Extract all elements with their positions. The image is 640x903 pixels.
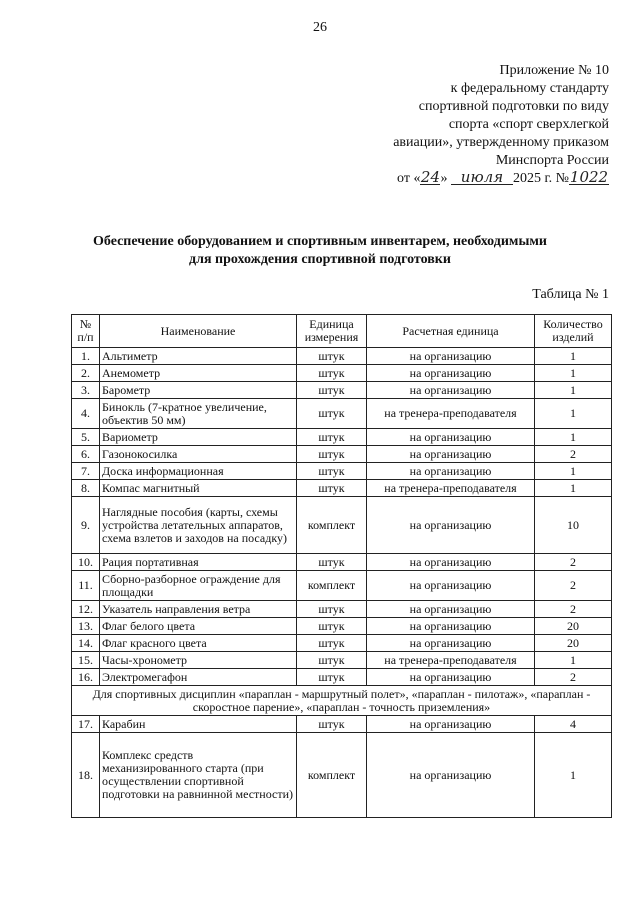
row-unit: комплект	[297, 497, 367, 554]
appendix-header	[309, 62, 609, 188]
row-calc: на организацию	[367, 463, 535, 480]
date-year: 2025 г. №	[512, 171, 569, 186]
table-row	[72, 446, 612, 463]
row-unit: штук	[297, 365, 367, 382]
table-row	[72, 618, 612, 635]
table-row	[72, 399, 612, 429]
row-num: 6.	[72, 446, 100, 463]
row-name: Карабин	[100, 716, 297, 733]
row-name: Флаг красного цвета	[100, 635, 297, 652]
title-line-2: для прохождения спортивной подготовки	[189, 252, 451, 267]
header-name: Наименование	[100, 315, 297, 348]
table-row	[72, 463, 612, 480]
row-num: 13.	[72, 618, 100, 635]
row-name: Вариометр	[100, 429, 297, 446]
table-row	[72, 348, 612, 365]
row-calc: на организацию	[367, 669, 535, 686]
row-num: 7.	[72, 463, 100, 480]
table-row	[72, 733, 612, 818]
row-qty: 1	[535, 399, 612, 429]
row-num: 5.	[72, 429, 100, 446]
table-row	[72, 601, 612, 618]
row-num: 9.	[72, 497, 100, 554]
row-num: 12.	[72, 601, 100, 618]
table-row	[72, 669, 612, 686]
appendix-line: спорта «спорт сверхлегкой	[448, 117, 609, 132]
row-qty: 20	[535, 618, 612, 635]
table-row	[72, 554, 612, 571]
row-qty: 1	[535, 382, 612, 399]
handwritten-order-number: 1022	[569, 168, 609, 186]
row-name: Барометр	[100, 382, 297, 399]
row-calc: на организацию	[367, 446, 535, 463]
row-qty: 1	[535, 348, 612, 365]
table-row	[72, 635, 612, 652]
row-unit: штук	[297, 652, 367, 669]
row-unit: штук	[297, 382, 367, 399]
row-qty: 20	[535, 635, 612, 652]
row-name: Сборно-разборное ограждение для площадки	[100, 571, 297, 601]
row-name: Наглядные пособия (карты, схемы устройства летательных аппаратов, схема взлетов и заходов на посадку)	[100, 497, 297, 554]
row-name: Газонокосилка	[100, 446, 297, 463]
row-calc: на тренера-преподавателя	[367, 652, 535, 669]
document-title	[40, 233, 600, 269]
header-calc: Расчетная единица	[367, 315, 535, 348]
table-row	[72, 497, 612, 554]
row-qty: 1	[535, 365, 612, 382]
row-name: Анемометр	[100, 365, 297, 382]
header-num: № п/п	[72, 315, 100, 348]
table-row	[72, 571, 612, 601]
table-header-row	[72, 315, 612, 348]
header-qty: Количество изделий	[535, 315, 612, 348]
row-name: Доска информационная	[100, 463, 297, 480]
row-calc: на организацию	[367, 618, 535, 635]
table-row	[72, 382, 612, 399]
row-unit: комплект	[297, 733, 367, 818]
row-num: 18.	[72, 733, 100, 818]
row-calc: на организацию	[367, 365, 535, 382]
appendix-line: Минспорта России	[495, 153, 609, 168]
row-num: 11.	[72, 571, 100, 601]
row-calc: на организацию	[367, 635, 535, 652]
row-unit: штук	[297, 669, 367, 686]
row-calc: на организацию	[367, 348, 535, 365]
row-calc: на организацию	[367, 429, 535, 446]
appendix-line: авиации», утвержденному приказом	[393, 135, 609, 150]
row-qty: 1	[535, 429, 612, 446]
row-unit: штук	[297, 618, 367, 635]
row-calc: на организацию	[367, 571, 535, 601]
equipment-table	[71, 314, 612, 818]
row-calc: на организацию	[367, 716, 535, 733]
row-qty: 1	[535, 733, 612, 818]
table-row	[72, 480, 612, 497]
row-name: Рация портативная	[100, 554, 297, 571]
row-name: Альтиметр	[100, 348, 297, 365]
row-name: Комплекс средств механизированного старта (при осуществлении спортивной подготовки на равнинной местности)	[100, 733, 297, 818]
row-qty: 1	[535, 652, 612, 669]
row-num: 10.	[72, 554, 100, 571]
row-qty: 2	[535, 571, 612, 601]
date-mid: »	[440, 171, 448, 186]
handwritten-day: 24	[420, 168, 441, 186]
row-calc: на тренера-преподавателя	[367, 399, 535, 429]
row-unit: штук	[297, 554, 367, 571]
row-qty: 4	[535, 716, 612, 733]
row-name: Компас магнитный	[100, 480, 297, 497]
row-num: 14.	[72, 635, 100, 652]
appendix-line: спортивной подготовки по виду	[418, 99, 609, 114]
row-name: Бинокль (7-кратное увеличение, объектив 50 мм)	[100, 399, 297, 429]
row-name: Электромегафон	[100, 669, 297, 686]
title-line-1: Обеспечение оборудованием и спортивным инвентарем, необходимыми	[93, 234, 547, 249]
row-unit: штук	[297, 446, 367, 463]
row-name: Часы-хронометр	[100, 652, 297, 669]
row-num: 17.	[72, 716, 100, 733]
row-qty: 1	[535, 480, 612, 497]
header-unit: Единица измерения	[297, 315, 367, 348]
date-prefix: от «	[397, 171, 421, 186]
table-row	[72, 652, 612, 669]
table-row	[72, 716, 612, 733]
row-unit: штук	[297, 480, 367, 497]
row-name: Флаг белого цвета	[100, 618, 297, 635]
row-num: 1.	[72, 348, 100, 365]
row-unit: штук	[297, 429, 367, 446]
row-calc: на организацию	[367, 733, 535, 818]
row-qty: 2	[535, 446, 612, 463]
row-unit: комплект	[297, 571, 367, 601]
row-calc: на организацию	[367, 601, 535, 618]
handwritten-month: июля	[451, 170, 513, 185]
row-name: Указатель направления ветра	[100, 601, 297, 618]
row-num: 8.	[72, 480, 100, 497]
row-calc: на организацию	[367, 497, 535, 554]
row-unit: штук	[297, 348, 367, 365]
section-heading: Для спортивных дисциплин «параплан - маршрутный полет», «параплан - пилотаж», «параплан - скоростное парение», «параплан - точность приземления»	[72, 686, 612, 716]
row-unit: штук	[297, 399, 367, 429]
order-date-line	[309, 170, 609, 188]
row-num: 15.	[72, 652, 100, 669]
row-unit: штук	[297, 635, 367, 652]
row-num: 3.	[72, 382, 100, 399]
table-row	[72, 429, 612, 446]
row-num: 2.	[72, 365, 100, 382]
row-unit: штук	[297, 716, 367, 733]
row-num: 4.	[72, 399, 100, 429]
row-unit: штук	[297, 463, 367, 480]
row-qty: 2	[535, 554, 612, 571]
section-row	[72, 686, 612, 716]
page-number: 26	[313, 20, 327, 35]
table-label: Таблица № 1	[532, 287, 609, 302]
row-calc: на организацию	[367, 554, 535, 571]
row-calc: на тренера-преподавателя	[367, 480, 535, 497]
row-unit: штук	[297, 601, 367, 618]
row-qty: 1	[535, 463, 612, 480]
row-calc: на организацию	[367, 382, 535, 399]
row-qty: 2	[535, 601, 612, 618]
appendix-line: к федеральному стандарту	[450, 81, 609, 96]
table-row	[72, 365, 612, 382]
row-num: 16.	[72, 669, 100, 686]
appendix-line: Приложение № 10	[499, 63, 609, 78]
row-qty: 2	[535, 669, 612, 686]
row-qty: 10	[535, 497, 612, 554]
